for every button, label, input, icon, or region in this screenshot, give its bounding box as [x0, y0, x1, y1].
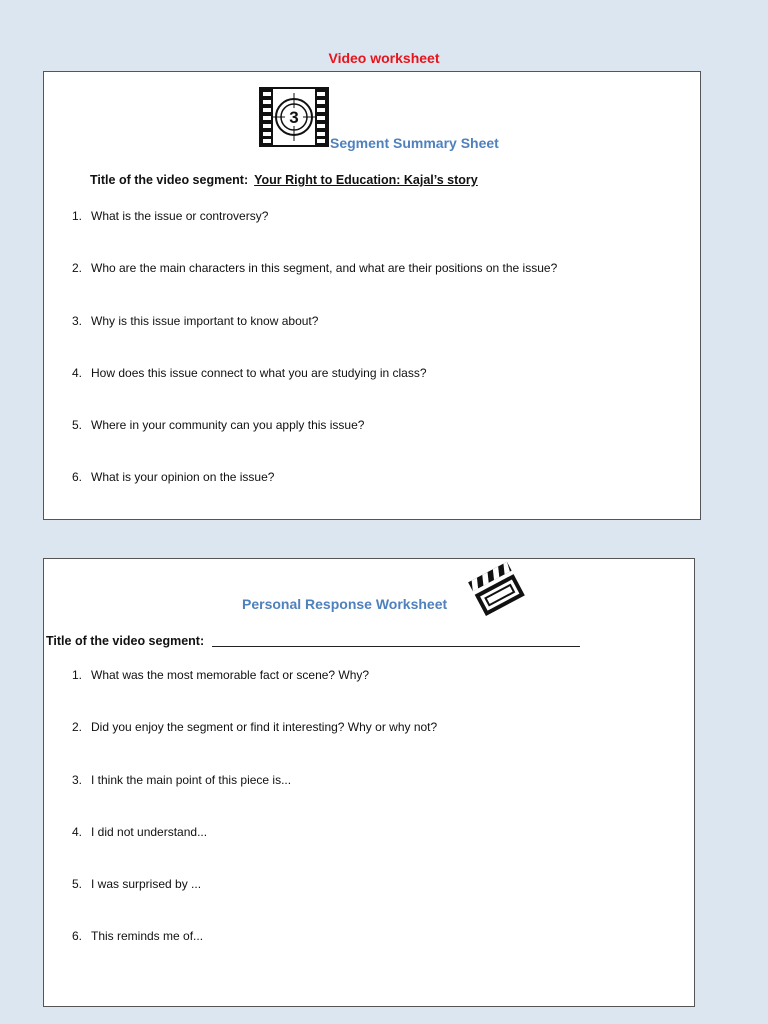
segment-summary-box: [43, 71, 701, 520]
question-item: 3. I think the main point of this piece is...: [71, 772, 292, 787]
question-item: 3. Why is this issue important to know about?: [71, 313, 319, 328]
countdown-number: 3: [289, 108, 299, 127]
question-item: 4. How does this issue connect to what you are studying in class?: [71, 365, 427, 380]
question-item: 5. I was surprised by ...: [71, 877, 202, 892]
question-item: 2. Who are the main characters in this segment, and what are their positions on the issue?: [71, 261, 558, 276]
question-item: 4. I did not understand...: [71, 824, 208, 839]
question-item: 6. What is your opinion on the issue?: [71, 470, 275, 485]
video-title-label: Title of the video segment:: [90, 173, 249, 187]
personal-response-box: [43, 558, 695, 1007]
response-question-list: [44, 668, 694, 982]
segment-question-list: [44, 209, 700, 523]
question-item: 6. This reminds me of...: [71, 929, 204, 944]
clapperboard-icon: [464, 556, 528, 616]
video-title-value: Your Right to Education: Kajal’s story: [254, 173, 478, 187]
video-title-line: [90, 173, 478, 187]
document-title: Video worksheet: [328, 50, 440, 66]
question-item: 5. Where in your community can you apply this issue?: [71, 418, 365, 433]
question-item: 2. Did you enjoy the segment or find it interesting? Why or why not?: [71, 720, 438, 735]
segment-summary-heading: Segment Summary Sheet: [330, 135, 499, 151]
question-item: 1. What was the most memorable fact or scene? Why?: [71, 668, 370, 682]
question-item: 1. What is the issue or controversy?: [71, 209, 269, 223]
video-title-blank[interactable]: [212, 646, 580, 647]
film-countdown-icon: [259, 87, 329, 147]
video-title-label: Title of the video segment:: [46, 634, 205, 648]
video-title-line: [46, 634, 580, 648]
personal-response-heading: Personal Response Worksheet: [242, 596, 448, 612]
